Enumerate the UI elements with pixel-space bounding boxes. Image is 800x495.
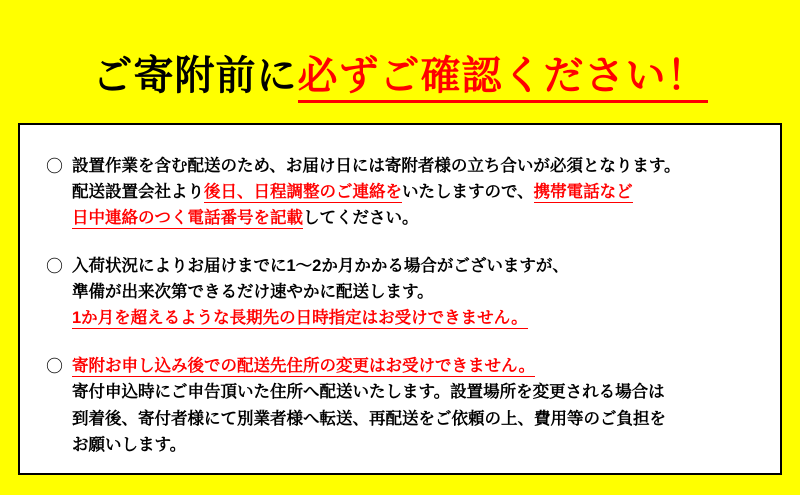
notice-line: [72, 305, 754, 331]
body-text: 準備が出来次第できるだけ速やかに配送します。: [72, 283, 434, 302]
notice-text: [72, 353, 754, 457]
notice-line: [72, 353, 754, 379]
body-text: お願いします。: [72, 435, 187, 454]
circle-bullet-icon: 〇: [46, 157, 63, 176]
notice-line: [72, 253, 754, 279]
page-title: [0, 52, 800, 100]
notice-line: [72, 153, 754, 179]
notice-line: [72, 179, 754, 205]
notice-list: [46, 153, 754, 458]
notice-line: [72, 279, 754, 305]
highlighted-text: 後日、日程調整のご連絡を: [204, 183, 402, 202]
notice-line: [72, 205, 754, 231]
circle-bullet-icon: 〇: [46, 357, 63, 377]
circle-bullet-icon: 〇: [46, 257, 63, 277]
body-text: してください。: [303, 209, 419, 228]
notice-panel: [18, 123, 782, 475]
highlighted-text: 1か月を超えるような長期先の日時指定はお受けできません。: [72, 309, 528, 328]
highlighted-text: 寄附お申し込み後での配送先住所の変更はお受けできません。: [72, 357, 535, 376]
notice-text: [72, 253, 754, 331]
body-text: いたしますので、: [402, 183, 534, 202]
notice-item: [46, 353, 754, 457]
notice-item: [46, 153, 754, 231]
body-text: 入荷状況によりお届けまでに1〜2か月かかる場合がございますが、: [72, 257, 569, 276]
notice-item: [46, 253, 754, 331]
notice-line: [72, 406, 754, 432]
notice-line: [72, 432, 754, 458]
body-text: 寄付申込時にご申告頂いた住所へ配送いたします。設置場所を変更される場合は: [72, 383, 665, 402]
body-text: 到着後、寄付者様にて別業者様へ転送、再配送をご依頼の上、費用等のご負担を: [72, 409, 666, 428]
page-title-plain: ご寄附前に: [92, 54, 298, 98]
body-text: 配送設置会社より: [72, 183, 204, 202]
highlighted-text: 日中連絡のつく電話番号を記載: [72, 209, 303, 228]
notice-line: [72, 379, 754, 405]
page-title-emphasis: 必ずご確認ください！: [298, 54, 708, 103]
body-text: 設置作業を含む配送のため、お届け日には寄附者様の立ち合いが必須となります。: [72, 157, 681, 175]
highlighted-text: 携帯電話など: [533, 183, 633, 202]
notice-text: [72, 153, 754, 231]
